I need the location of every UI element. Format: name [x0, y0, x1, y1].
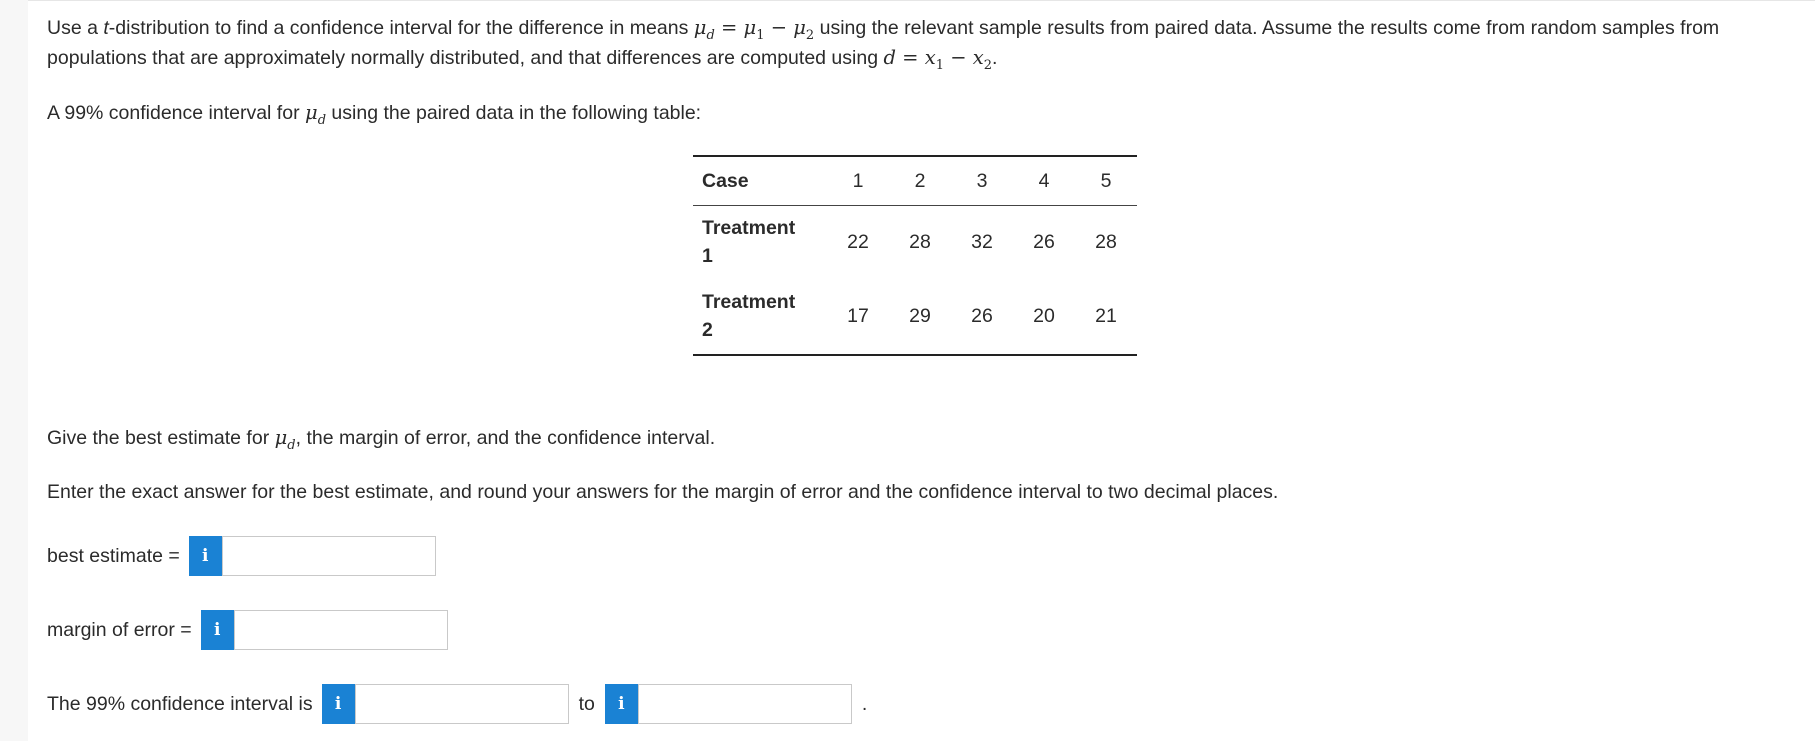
info-icon[interactable]: i	[322, 684, 355, 724]
question-lead	[47, 98, 1797, 128]
table-cell: 29	[909, 304, 931, 327]
case-header: 5	[1075, 156, 1137, 206]
row-label-treatment-1	[693, 206, 827, 279]
give-text-1: Give the best estimate for	[47, 427, 275, 449]
sentence-period: .	[861, 692, 868, 715]
ci-upper-input[interactable]	[638, 684, 852, 724]
math-d-equation: $d = x_1 - x_2$	[883, 46, 993, 73]
intro-text-2: -distribution to find a confidence interval for the difference in means	[108, 17, 694, 39]
best-estimate-input[interactable]	[222, 536, 436, 576]
table-cell: 26	[1033, 230, 1055, 253]
best-estimate-row	[47, 536, 436, 576]
table-row	[693, 206, 1137, 279]
case-header: 3	[951, 156, 1013, 206]
math-mu-d-equation: $\mu_d = \mu_1 - \mu_2$	[693, 16, 815, 43]
row-label-line: Treatment	[702, 291, 796, 313]
info-icon[interactable]: i	[605, 684, 638, 724]
margin-of-error-label: margin of error =	[47, 618, 192, 641]
paired-data-table	[693, 155, 1137, 356]
question-panel	[28, 0, 1815, 741]
info-icon[interactable]: i	[201, 610, 234, 650]
row-label-line: 1	[702, 245, 713, 267]
table-cell: 28	[909, 230, 931, 253]
intro-text-3: using the relevant sample results from paired data. Assume the results come from random samples from populations that are approximately normally distributed, and that differences are computed using	[47, 17, 1720, 69]
confidence-interval-label: The 99% confidence interval is	[47, 692, 313, 715]
intro-text-1: Use a	[47, 17, 104, 39]
info-icon[interactable]: i	[189, 536, 222, 576]
row-label-line: Treatment	[702, 217, 796, 239]
intro-t-italic: t	[103, 17, 109, 39]
table-cell: 26	[971, 304, 993, 327]
lead-text-2: using the paired data in the following table:	[326, 102, 702, 124]
table-cell: 32	[971, 230, 993, 253]
case-header: 4	[1013, 156, 1075, 206]
confidence-interval-row	[47, 684, 867, 724]
to-label: to	[578, 692, 595, 715]
table-cell: 20	[1033, 304, 1055, 327]
rounding-instruction: Enter the exact answer for the best estimate, and round your answers for the margin of error and the confidence interval to two decimal places.	[47, 481, 1279, 503]
intro-text-4: .	[992, 47, 998, 69]
table-row	[693, 278, 1137, 355]
row-label-line: 2	[702, 319, 713, 341]
row-label-treatment-2	[693, 278, 827, 355]
table-cell: 17	[847, 304, 869, 327]
lead-text-1: A 99% confidence interval for	[47, 102, 305, 124]
table-header-label: Case	[693, 156, 827, 206]
table-cell: 22	[847, 230, 869, 253]
best-estimate-label: best estimate =	[47, 544, 180, 567]
math-mu-d: $\mu_d$	[305, 101, 327, 128]
give-text-2: , the margin of error, and the confidence interval.	[295, 427, 716, 449]
margin-of-error-row	[47, 610, 448, 650]
case-header: 1	[827, 156, 889, 206]
table-cell: 28	[1095, 230, 1117, 253]
ci-lower-input[interactable]	[355, 684, 569, 724]
table-cell: 21	[1095, 304, 1117, 327]
margin-of-error-input[interactable]	[234, 610, 448, 650]
case-header: 2	[889, 156, 951, 206]
math-mu-d-2: $\mu_d$	[274, 426, 296, 453]
question-intro	[47, 13, 1797, 73]
give-instruction	[47, 423, 715, 453]
table-header-row	[693, 156, 1137, 206]
